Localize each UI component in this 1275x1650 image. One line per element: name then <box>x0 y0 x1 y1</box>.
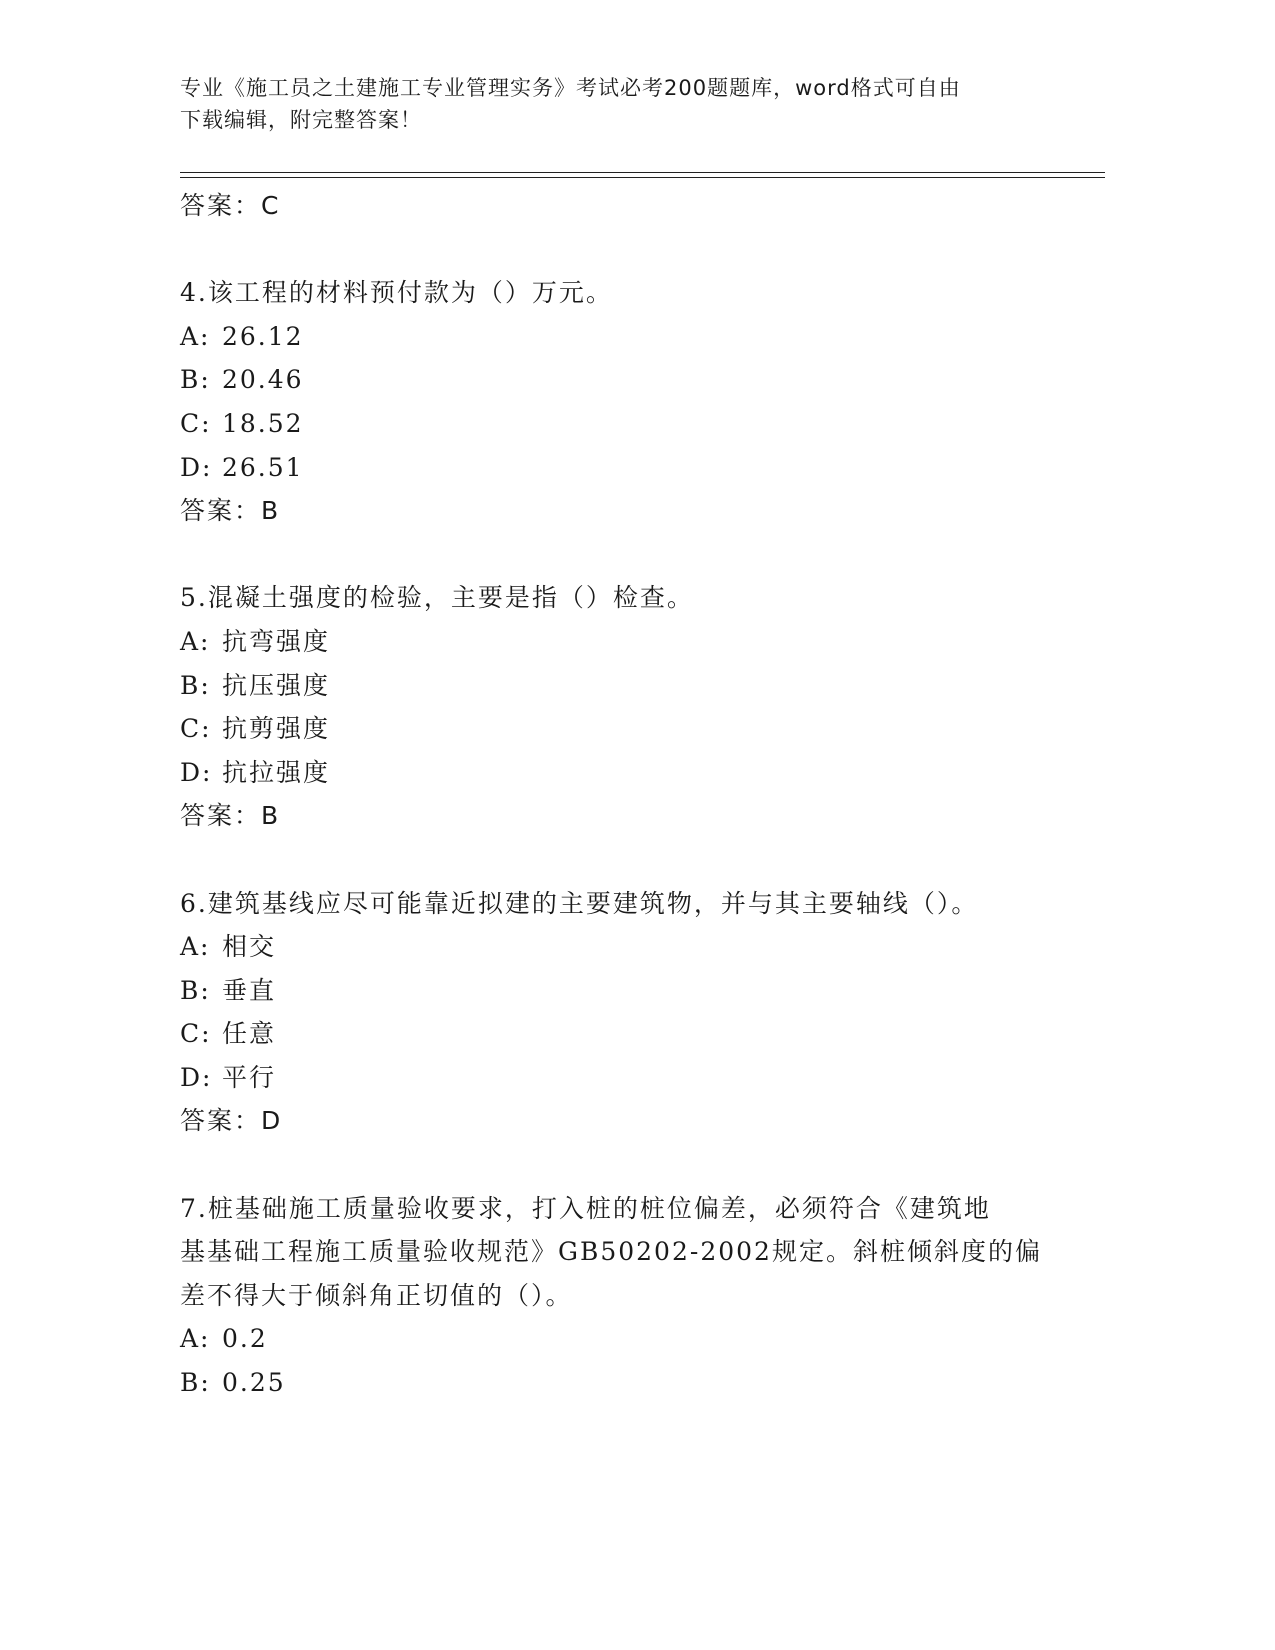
question-stem: 4.该工程的材料预付款为（）万元。 <box>180 278 613 308</box>
option-key: D: <box>180 1062 213 1092</box>
question-stem-line-2: 基基础工程施工质量验收规范》GB50202-2002规定。斜桩倾斜度的偏 <box>180 1237 1042 1267</box>
option-text: 抗压强度 <box>222 670 331 700</box>
option-d <box>180 446 1060 490</box>
option-text: 抗弯强度 <box>222 626 331 656</box>
option-text: 26.12 <box>222 321 304 351</box>
question-6 <box>180 882 1060 1144</box>
option-text: 抗剪强度 <box>222 714 331 744</box>
option-text: 26.51 <box>222 452 304 482</box>
option-text: 平行 <box>222 1062 277 1092</box>
option-text: 任意 <box>222 1019 277 1049</box>
option-b <box>180 664 1060 708</box>
option-key: B: <box>180 365 211 395</box>
header-rule-top <box>180 172 1105 173</box>
answer-line: 答案：C <box>180 191 281 220</box>
answer-line: 答案：D <box>180 1106 283 1136</box>
header-rule-bottom <box>180 177 1105 178</box>
option-b <box>180 358 1060 402</box>
option-key: B: <box>180 1368 211 1398</box>
option-d <box>180 751 1060 795</box>
answer-line: 答案：B <box>180 496 281 526</box>
option-text: 0.25 <box>222 1368 286 1398</box>
spacer <box>180 228 1060 272</box>
option-key: A: <box>180 626 211 656</box>
question-5 <box>180 576 1060 838</box>
option-b <box>180 969 1060 1013</box>
option-key: C: <box>180 408 212 438</box>
option-b <box>180 1361 1060 1405</box>
option-text: 0.2 <box>222 1324 268 1354</box>
option-a <box>180 1317 1060 1361</box>
option-c <box>180 402 1060 446</box>
header-line-2: 下载编辑，附完整答案！ <box>180 108 422 132</box>
question-list <box>180 184 1060 1405</box>
option-key: A: <box>180 321 211 351</box>
option-key: C: <box>180 1019 212 1049</box>
option-d <box>180 1056 1060 1100</box>
option-text: 20.46 <box>222 365 304 395</box>
question-stem-line-3: 差不得大于倾斜角正切值的（）。 <box>180 1280 573 1310</box>
spacer <box>180 1143 1060 1187</box>
spacer <box>180 838 1060 882</box>
option-key: B: <box>180 975 211 1005</box>
option-key: A: <box>180 932 211 962</box>
option-key: B: <box>180 670 211 700</box>
option-text: 18.52 <box>222 408 304 438</box>
question-stem-line-1: 7.桩基础施工质量验收要求，打入桩的桩位偏差，必须符合《建筑地 <box>180 1193 991 1223</box>
option-text: 垂直 <box>222 975 277 1005</box>
option-c <box>180 1012 1060 1056</box>
option-c <box>180 707 1060 751</box>
answer-line: 答案：B <box>180 801 281 831</box>
option-key: D: <box>180 757 213 787</box>
document-header <box>180 72 1040 136</box>
question-7 <box>180 1187 1060 1405</box>
question-stem: 5.混凝土强度的检验，主要是指（）检查。 <box>180 583 694 613</box>
option-key: C: <box>180 714 212 744</box>
option-key: D: <box>180 452 213 482</box>
option-key: A: <box>180 1324 211 1354</box>
question-4 <box>180 271 1060 533</box>
option-text: 相交 <box>222 932 277 962</box>
spacer <box>180 533 1060 577</box>
header-line-1: 专业《施工员之土建施工专业管理实务》考试必考200题题库，word格式可自由 <box>180 76 961 100</box>
option-text: 抗拉强度 <box>222 757 331 787</box>
question-stem: 6.建筑基线应尽可能靠近拟建的主要建筑物，并与其主要轴线（）。 <box>180 888 979 918</box>
option-a <box>180 620 1060 664</box>
option-a <box>180 315 1060 359</box>
option-a <box>180 925 1060 969</box>
